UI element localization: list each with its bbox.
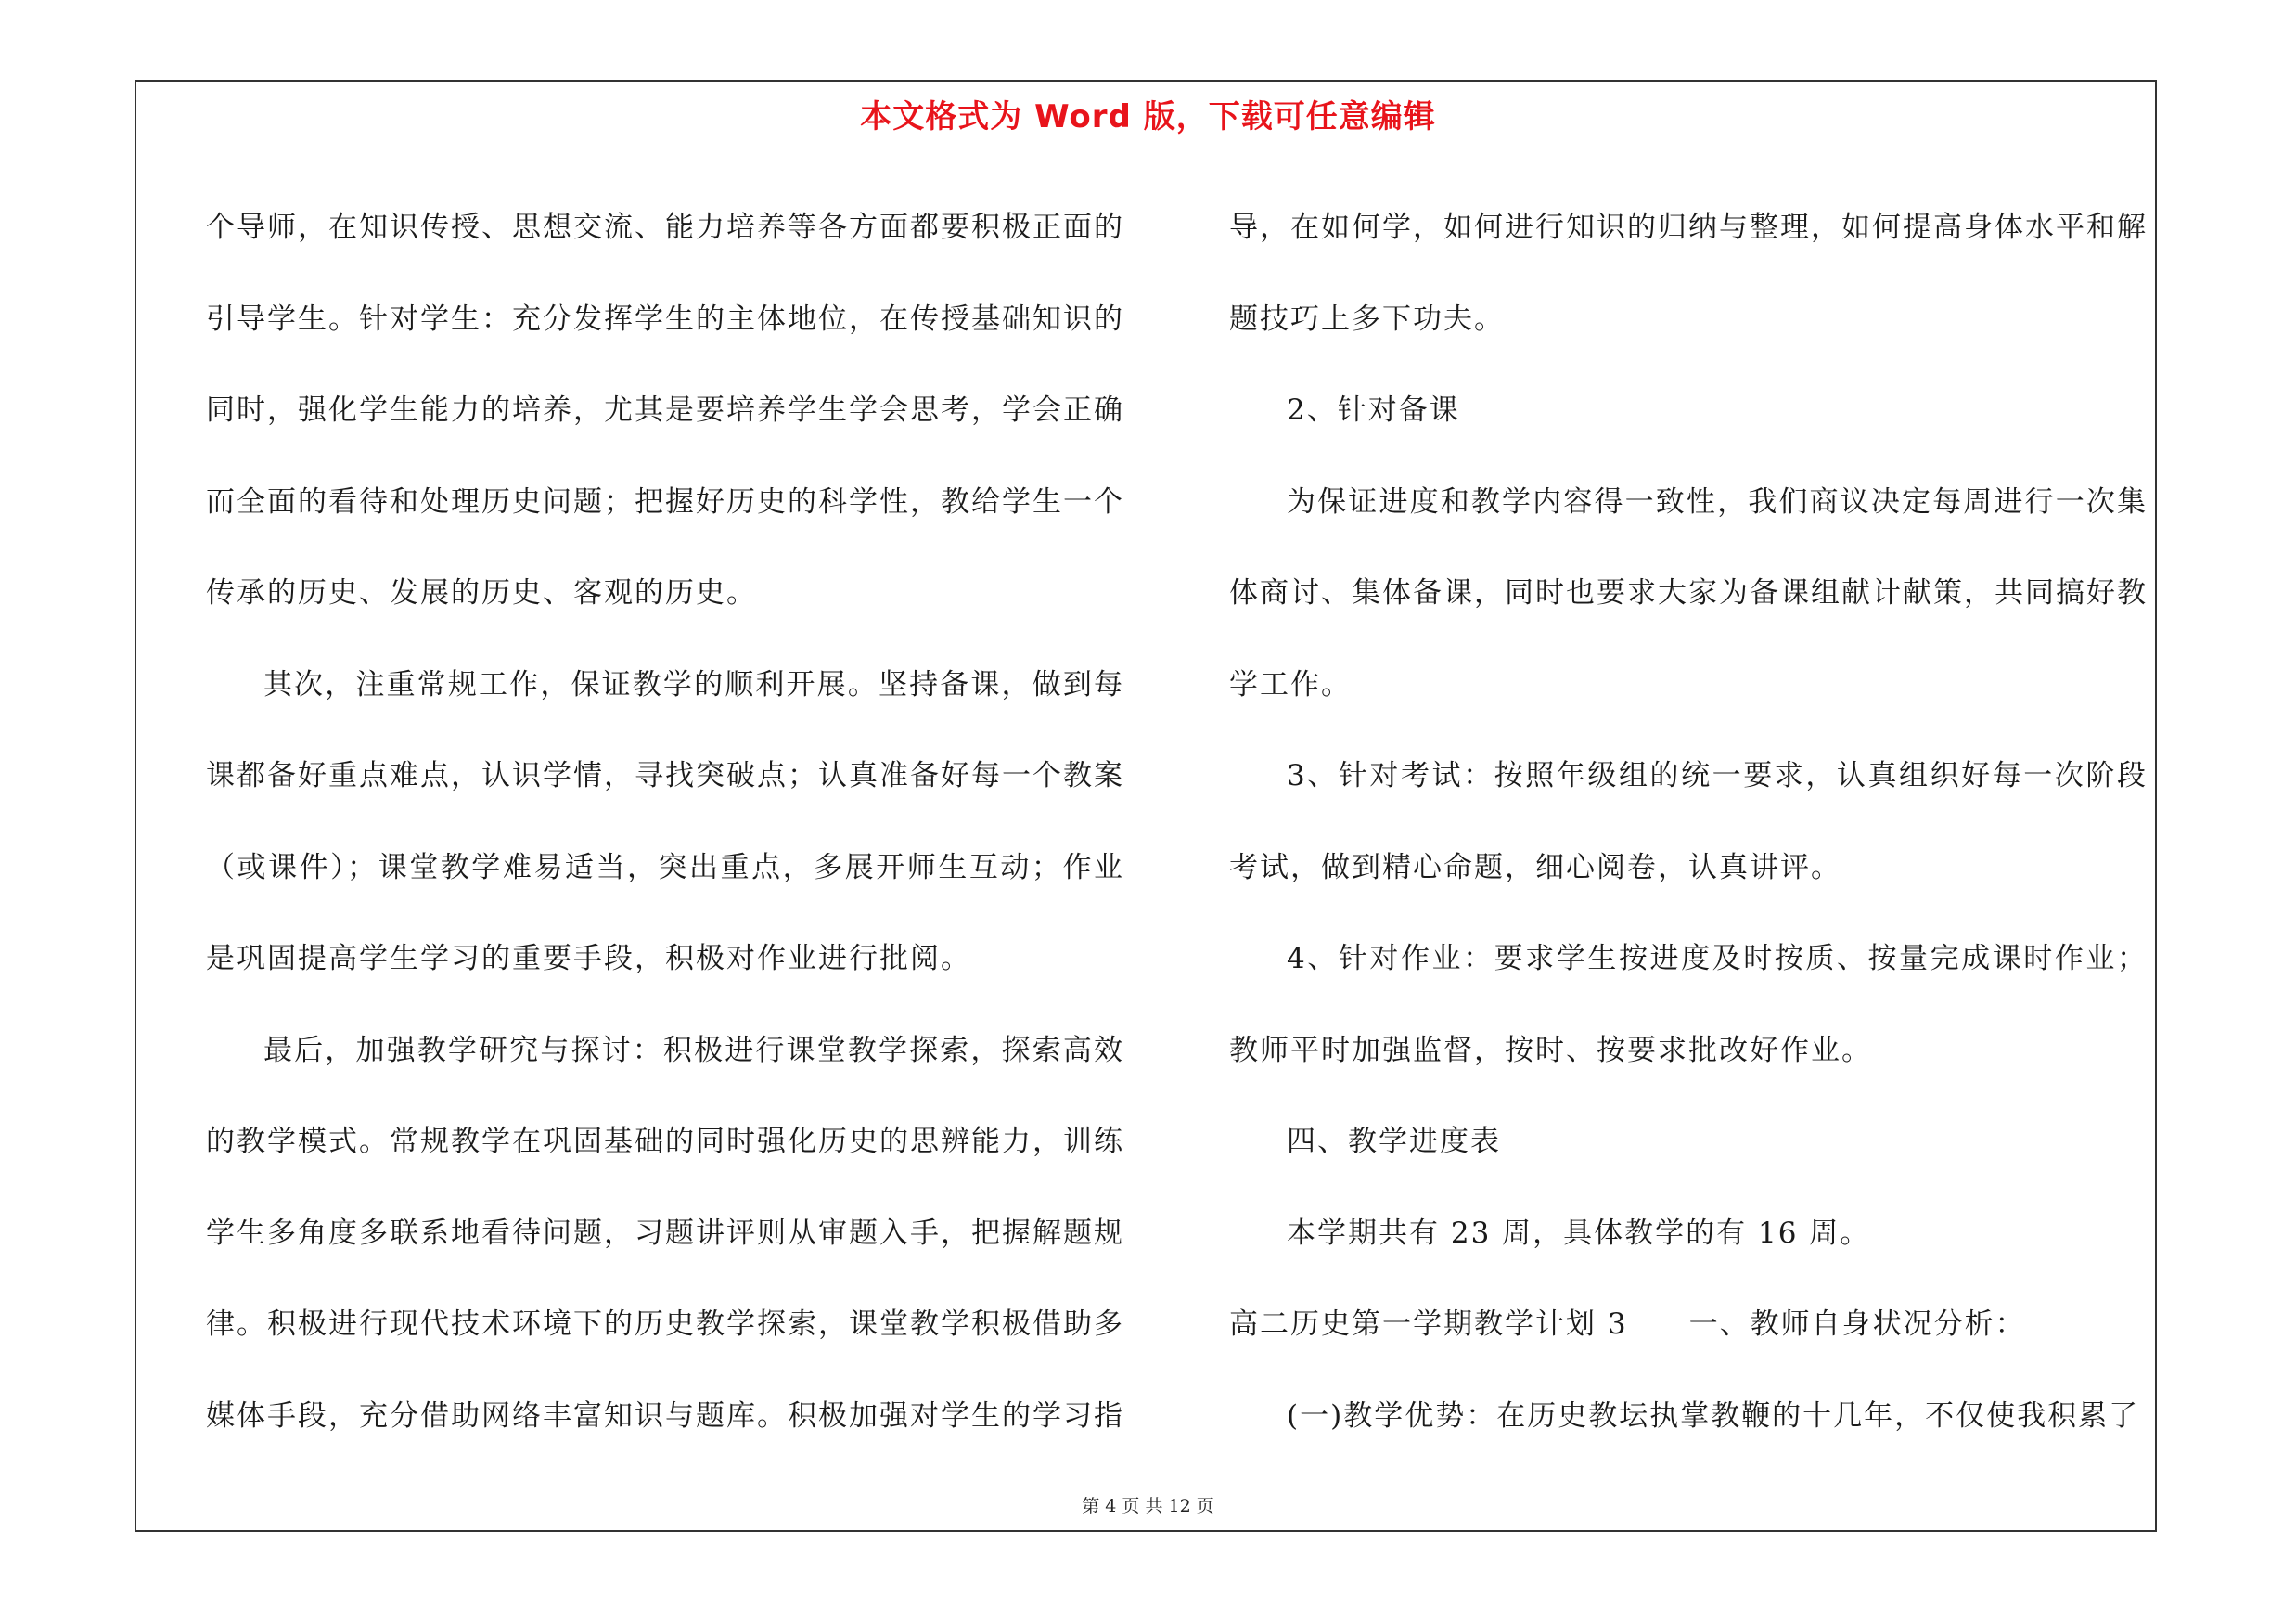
document-title-line: 高二历史第一学期教学计划 3 一、教师自身状况分析： <box>1229 1307 2026 1341</box>
word-format-banner: 本文格式为 Word 版，下载可任意编辑 <box>860 98 1436 135</box>
paragraph: 为保证进度和教学内容得一致性，我们商议决定每周进行一次集体商讨、集体备课，同时也要求大家为备课组献计献策，共同搞好教学工作。 <box>1229 484 2148 702</box>
paragraph: 导，在如何学，如何进行知识的归纳与整理，如何提高身体水平和解题技巧上多下功夫。 <box>1229 211 2148 336</box>
paragraph: (一)教学优势：在历史教坛执掌教鞭的十几年，不仅使我积累了 <box>1287 1398 2140 1433</box>
paragraph: 最后，加强教学研究与探讨：积极进行课堂教学探索，探索高效的教学模式。常规教学在巩固基础的同时强化历史的思辨能力，训练学生多角度多联系地看待问题，习题讲评则从审题入手，把握解题规律。积极进行现代技术环境下的历史教学探索，课堂教学积极借助多媒体手段，充分借助网络丰富知识与题库。积极加强对学生的学习指 <box>206 1033 1124 1433</box>
right-text-column <box>1229 182 2148 1462</box>
section-heading: 2、针对备课 <box>1287 393 1460 427</box>
left-text-column <box>206 182 1124 1462</box>
paragraph: 3、针对考试：按照年级组的统一要求，认真组织好每一次阶段考试，做到精心命题，细心阅卷，认真讲评。 <box>1229 759 2148 884</box>
section-heading: 四、教学进度表 <box>1287 1125 1501 1158</box>
page-number: 第 4 页 共 12 页 <box>1082 1496 1214 1516</box>
paragraph: 4、针对作业：要求学生按进度及时按质、按量完成课时作业；教师平时加强监督，按时、按要求批改好作业。 <box>1229 942 2148 1067</box>
paragraph: 本学期共有 23 周，具体教学的有 16 周。 <box>1287 1216 1871 1250</box>
paragraph: 其次，注重常规工作，保证教学的顺利开展。坚持备课，做到每课都备好重点难点，认识学情，寻找突破点；认真准备好每一个教案（或课件）；课堂教学难易适当，突出重点，多展开师生互动；作业是巩固提高学生学习的重要手段，积极对作业进行批阅。 <box>206 667 1124 975</box>
paragraph: 个导师，在知识传授、思想交流、能力培养等各方面都要积极正面的引导学生。针对学生：充分发挥学生的主体地位，在传授基础知识的同时，强化学生能力的培养，尤其是要培养学生学会思考，学会正确而全面的看待和处理历史问题；把握好历史的科学性，教给学生一个传承的历史、发展的历史、客观的历史。 <box>206 211 1124 610</box>
